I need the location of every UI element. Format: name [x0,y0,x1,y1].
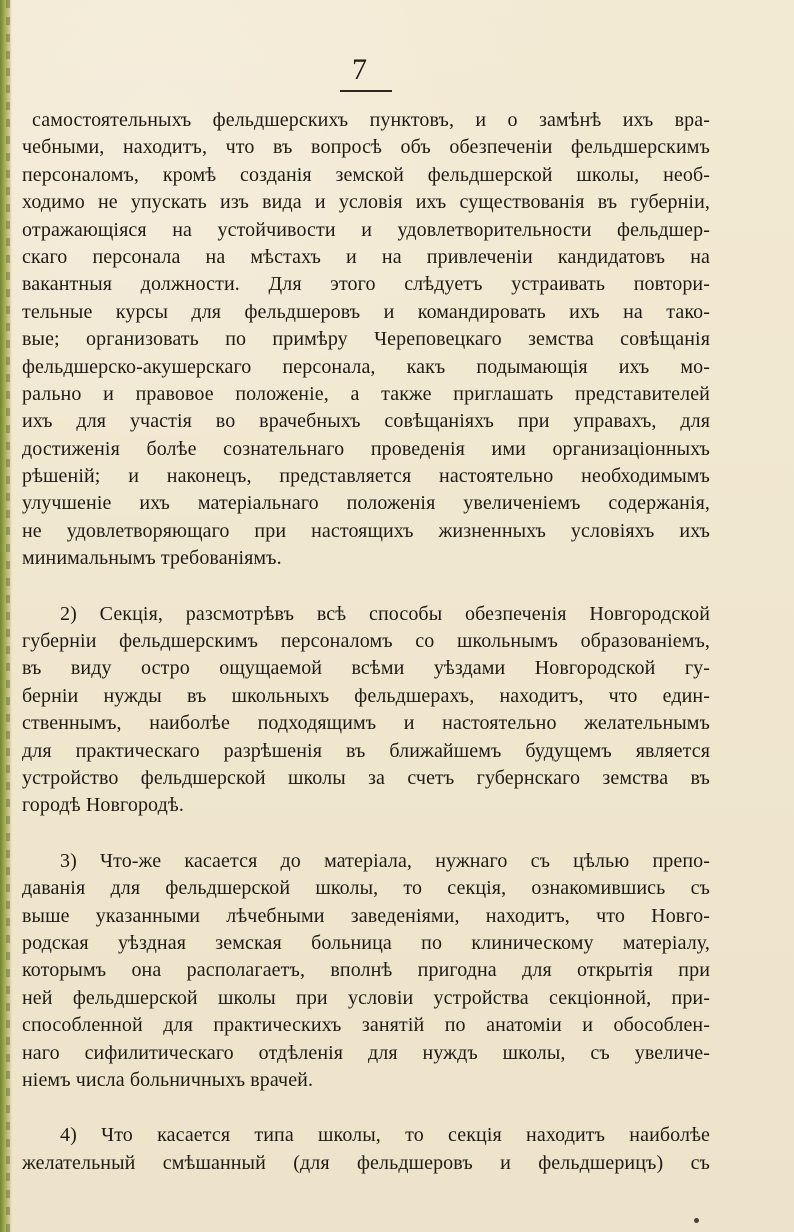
text-line: ихъ для участія во врачебныхъ совѣщаніяхъ при управахъ, для [22,410,710,433]
paragraph-3 [22,848,710,1095]
text-line: которымъ она располагаетъ, вполнѣ пригодна для открытія при [22,959,710,982]
text-line: берніи нужды въ школьныхъ фельдшерахъ, находитъ, что един- [22,684,710,707]
text-line: достиженія болѣе сознательнаго проведенія ими организаціонныхъ [22,437,710,460]
paragraph-1 [22,107,710,573]
text-line: желательный смѣшанный (для фельдшеровъ и фельдшерицъ) съ [22,1151,710,1174]
text-line: для практическаго разрѣшенія въ ближайшемъ будущемъ является [22,739,710,762]
text-line: чебными, находитъ, что въ вопросѣ объ обезпеченіи фельдшерскимъ [22,136,710,159]
text-line: рально и правовое положеніе, а также приглашать представителей [22,382,710,405]
paragraph-gap [22,1094,710,1122]
text-line: ходимо не упускать изъ вида и условія ихъ существованія въ губерніи, [22,191,710,214]
text-line: самостоятельныхъ фельдшерскихъ пунктовъ, и о замѣнѣ ихъ вра- [32,109,710,131]
text-line: ніемъ числа больничныхъ врачей. [22,1068,314,1091]
text-line: отражающіяся на устойчивости и удовлетворительности фельдшер- [22,218,710,241]
text-line: въ виду остро ощущаемой всѣми уѣздами Новгородской гу- [22,657,710,680]
text-line: ней фельдшерской школы при условіи устройства секціонной, при- [22,986,710,1009]
paragraph-2 [22,601,710,820]
text-line: вакантныя должности. Для этого слѣдуетъ устраивать повтори- [22,273,710,296]
paragraph-gap [22,820,710,848]
body-text [22,107,710,1177]
text-line: фельдшерско-акушерскаго персонала, какъ подымающія ихъ мо- [22,355,710,378]
text-line: 3) Что-же касается до матеріала, нужнаго съ цѣлью препо- [60,849,710,872]
page-number: 7 [352,53,368,86]
text-line: наго сифилитическаго отдѣленія для нуждъ школы, съ увеличе- [22,1041,710,1064]
paragraph-gap [22,573,710,601]
text-line: родская уѣздная земская больница по клиническому матеріалу, [22,931,710,954]
text-line: не удовлетворяющаго при настоящихъ жизненныхъ условіяхъ ихъ [22,519,710,542]
paragraph-4 [22,1122,710,1177]
text-line: способленной для практическихъ занятій по анатоміи и обособлен- [22,1014,710,1037]
text-line: минимальнымъ требованіямъ. [22,547,282,570]
text-line: губерніи фельдшерскимъ персоналомъ со школьнымъ образованіемъ, [22,630,710,653]
text-line: вые; организовать по примѣру Череповецкаго земства совѣщанія [22,328,710,351]
text-line: ственнымъ, наиболѣе подходящимъ и настоятельно желательнымъ [22,712,710,735]
text-line: устройство фельдшерской школы за счетъ губернскаго земства въ [22,766,710,789]
text-line: даванія для фельдшерской школы, то секція, ознакомившись съ [22,877,710,900]
page-number-underline [340,90,392,92]
page-binding-edge [0,0,12,1232]
text-line: выше указанными лѣчебными заведеніями, находитъ, что Новго- [22,904,710,927]
text-line: тельные курсы для фельдшеровъ и командировать ихъ на тако- [22,300,710,323]
text-line: рѣшеній; и наконецъ, представляется настоятельно необходимымъ [22,465,710,488]
ink-speck [694,1218,699,1223]
text-line: персоналомъ, кромѣ созданія земской фельдшерской школы, необ- [22,163,710,186]
text-line: скаго персонала на мѣстахъ и на привлеченіи кандидатовъ на [22,245,710,268]
text-line: 2) Секція, разсмотрѣвъ всѣ способы обезпеченія Новгородской [60,602,710,625]
text-line: городѣ Новгородѣ. [22,794,184,817]
text-line: 4) Что касается типа школы, то секція находитъ наиболѣе [60,1124,710,1147]
text-line: улучшеніе ихъ матеріальнаго положенія увеличеніемъ содержанія, [22,492,710,515]
